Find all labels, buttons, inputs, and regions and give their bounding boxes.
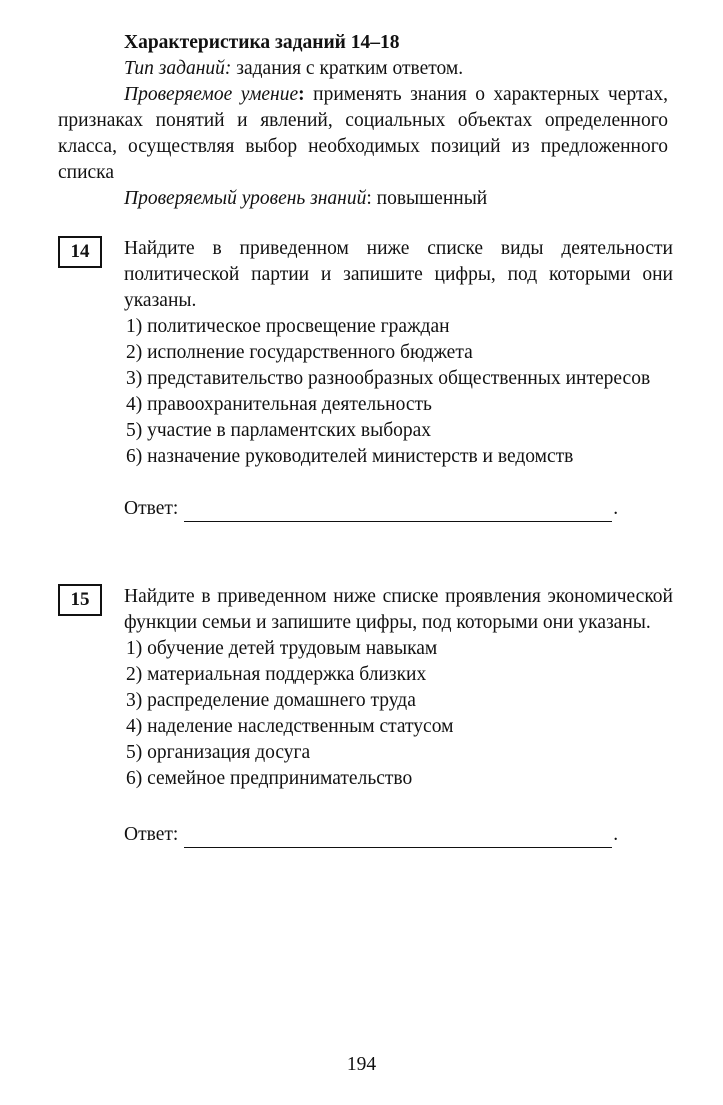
- task-15: [58, 584, 673, 848]
- option-item: 6) назначение руководителей министерств и ведомств: [126, 446, 574, 467]
- knowledge-level-colon: :: [366, 188, 372, 209]
- answer-row: [124, 496, 673, 522]
- page-number: 194: [346, 1054, 377, 1075]
- section-title: Характеристика заданий 14–18: [124, 32, 400, 53]
- tested-skill: [58, 82, 668, 186]
- task-type-label: Тип заданий:: [124, 58, 232, 79]
- answer-label: Ответ:: [124, 498, 179, 519]
- answer-end: .: [613, 824, 619, 845]
- option-item: 2) материальная поддержка близких: [126, 664, 427, 685]
- option-item: 3) распределение домашнего труда: [126, 690, 416, 711]
- knowledge-level-value: повышенный: [371, 188, 488, 209]
- task-body: [124, 236, 673, 522]
- option-item: 5) организация досуга: [126, 742, 311, 763]
- option-item: 3) представительство разнообразных общественных интересов: [126, 368, 651, 389]
- knowledge-level: [124, 186, 668, 212]
- task-type-value: задания с кратким ответом.: [231, 58, 464, 79]
- knowledge-level-label: Проверяемый уровень знаний: [124, 188, 367, 209]
- option-item: 1) политическое просвещение граждан: [126, 316, 450, 337]
- answer-end: .: [613, 498, 619, 519]
- option-item: 4) наделение наследственным статусом: [126, 716, 454, 737]
- task-question: Найдите в приведенном ниже списке виды деятельности политической партии и запишите цифры, под которыми они указаны.: [124, 238, 673, 311]
- task-14: [58, 236, 673, 522]
- task-question: Найдите в приведенном ниже списке проявления экономической функции семьи и запишите цифры, под которыми они указаны.: [124, 586, 673, 633]
- task-characteristics: [58, 30, 668, 212]
- tested-skill-label: Проверяемое умение: [124, 84, 299, 105]
- option-item: 1) обучение детей трудовым навыкам: [126, 638, 438, 659]
- tested-skill-value: применять знания о характерных чертах, признаках понятий и явлений, социальных объектах определенного класса, осуществляя выбор необходимых позиций из предложенного списка: [58, 84, 668, 183]
- answer-blank[interactable]: [184, 501, 612, 522]
- tested-skill-colon: :: [298, 84, 305, 105]
- task-type: [124, 56, 668, 82]
- answer-label: Ответ:: [124, 824, 179, 845]
- option-item: 4) правоохранительная деятельность: [126, 394, 432, 415]
- task-number-box: 15: [58, 584, 102, 616]
- task-number-box: 14: [58, 236, 102, 268]
- answer-row: [124, 822, 673, 848]
- option-item: 5) участие в парламентских выборах: [126, 420, 432, 441]
- option-item: 2) исполнение государственного бюджета: [126, 342, 473, 363]
- option-item: 6) семейное предпринимательство: [126, 768, 413, 789]
- task-body: [124, 584, 673, 848]
- answer-blank[interactable]: [184, 827, 612, 848]
